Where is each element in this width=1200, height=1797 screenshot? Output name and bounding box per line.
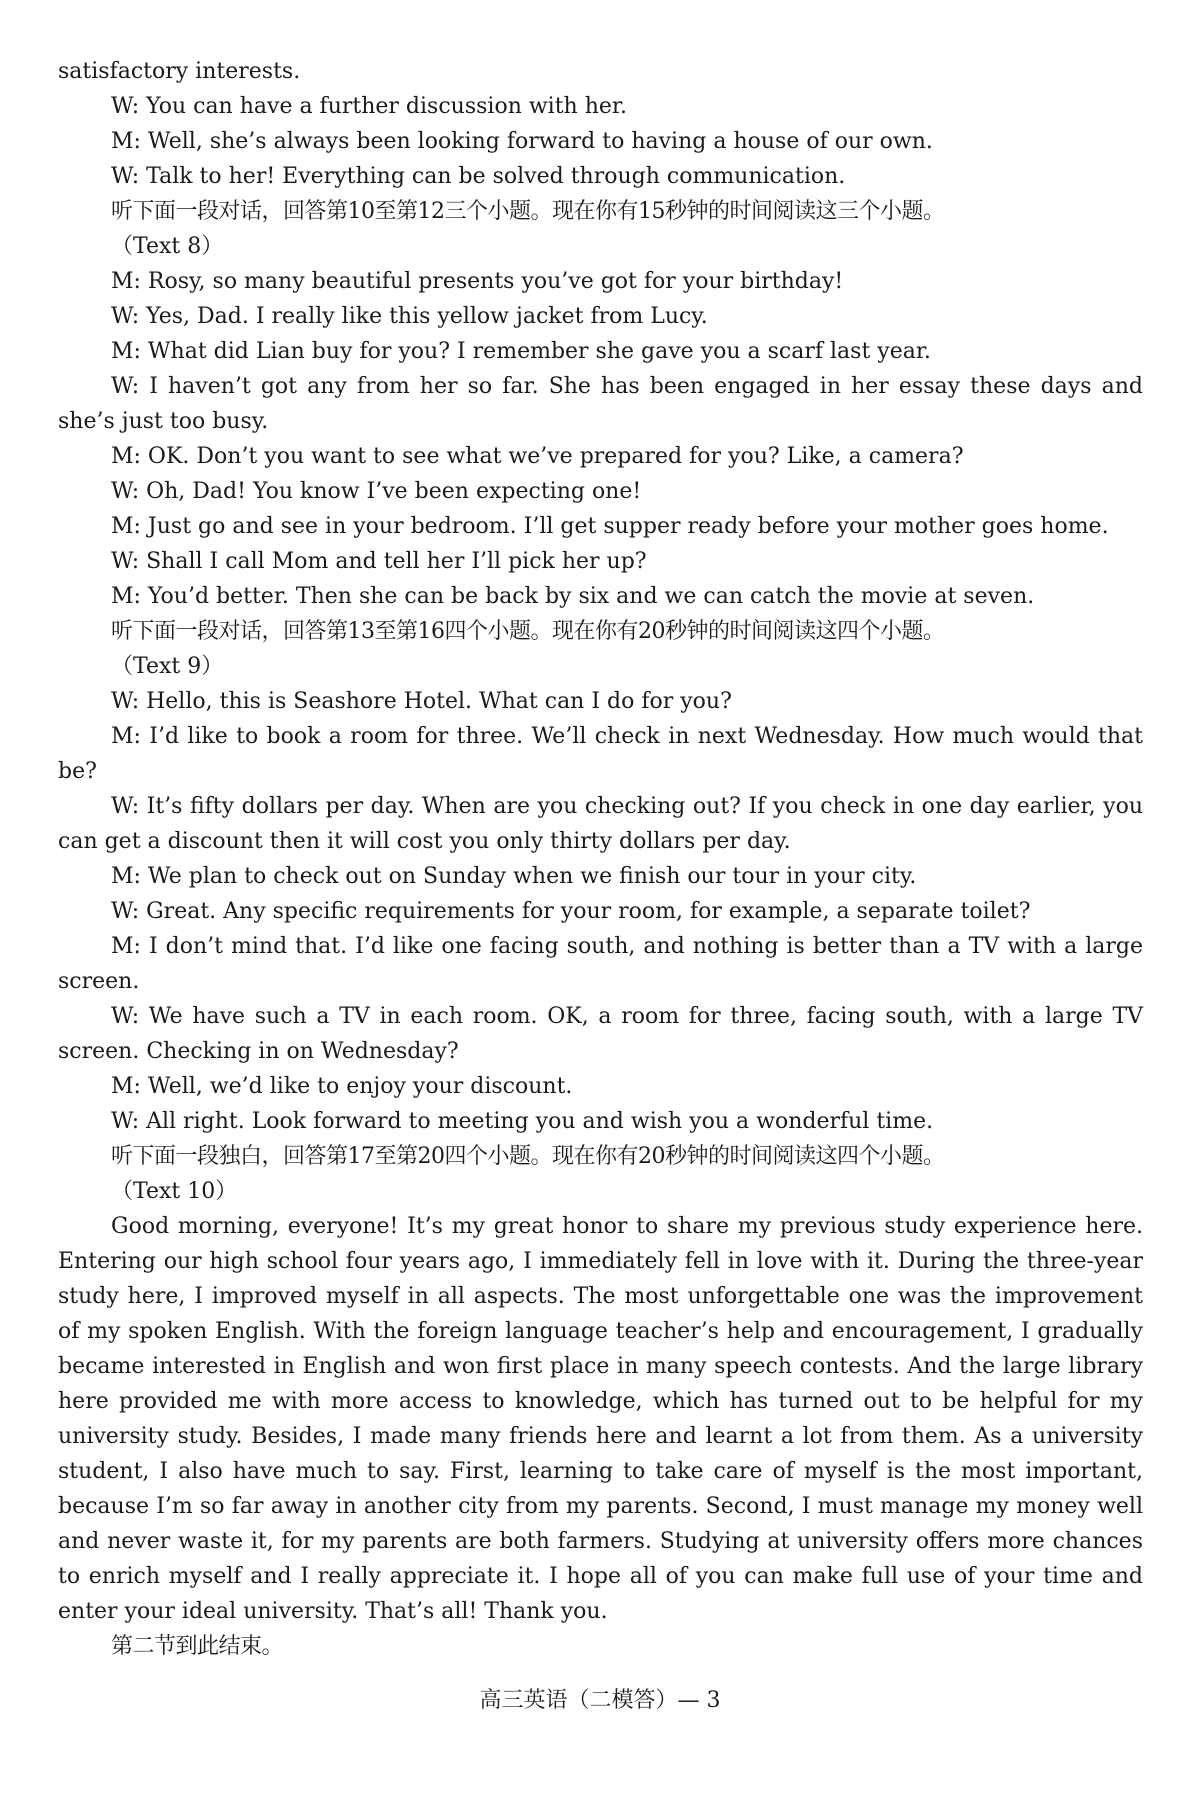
dialogue-line: W: All right. Look forward to meeting you and wish you a wonderful time.	[111, 1109, 934, 1134]
dialogue-line: M: Well, we’d like to enjoy your discount.	[111, 1074, 573, 1099]
text-line: satisfactory interests.	[58, 59, 301, 84]
instruction-line: 听下面一段对话，回答第13至第16四个小题。现在你有20秒钟的时间阅读这四个小题。	[111, 619, 945, 644]
dialogue-line: M: What did Lian buy for you? I remember she gave you a scarf last year.	[111, 339, 931, 364]
dialogue-line: W: Hello, this is Seashore Hotel. What can I do for you?	[111, 689, 732, 714]
dialogue-line: M: Rosy, so many beautiful presents you’ve got for your birthday!	[111, 269, 844, 294]
text-heading: （Text 9）	[111, 654, 224, 679]
monologue-paragraph: Good morning, everyone! It’s my great honor to share my previous study experience here. Entering our high school four years ago, I immediately fell in love with it. During the three-year study here, I improved myself in all aspects. The most unforgettable one was the improvement of my spoken English. With the foreign language teacher’s help and encouragement, I gradually became interested in English and won first place in many speech contests. And the large library here provided me with more access to knowledge, which has turned out to be helpful for my university study. Besides, I made many friends here and learnt a lot from them. As a university student, I also have much to say. First, learning to take care of myself is the most important, because I’m so far away in another city from my parents. Second, I must manage my money well and never waste it, for my parents are both farmers. Studying at university offers more chances to enrich myself and I really appreciate it. I hope all of you can make full use of your time and enter your ideal university. That’s all! Thank you.	[58, 1214, 1143, 1624]
dialogue-line: W: You can have a further discussion with her.	[111, 94, 628, 119]
dialogue-line: W: Shall I call Mom and tell her I’ll pick her up?	[111, 549, 647, 574]
instruction-line: 听下面一段独白，回答第17至第20四个小题。现在你有20秒钟的时间阅读这四个小题。	[111, 1144, 945, 1169]
dialogue-line: W: We have such a TV in each room. OK, a room for three, facing south, with a large TV screen. Checking in on Wednesday?	[58, 1004, 1143, 1064]
dialogue-line: M: You’d better. Then she can be back by six and we can catch the movie at seven.	[111, 584, 1035, 609]
dialogue-line: W: Talk to her! Everything can be solved through communication.	[111, 164, 846, 189]
dialogue-line: W: Great. Any specific requirements for your room, for example, a separate toilet?	[111, 899, 1031, 924]
dialogue-line: W: Oh, Dad! You know I’ve been expecting one!	[111, 479, 642, 504]
dialogue-line: M: We plan to check out on Sunday when we finish our tour in your city.	[111, 864, 917, 889]
text-heading: （Text 8）	[111, 234, 224, 259]
dialogue-line: W: It’s fifty dollars per day. When are you checking out? If you check in one day earlier, you can get a discount then it will cost you only thirty dollars per day.	[58, 794, 1143, 854]
dialogue-line: W: I haven’t got any from her so far. She has been engaged in her essay these days and she’s just too busy.	[58, 374, 1143, 434]
dialogue-line: M: Just go and see in your bedroom. I’ll get supper ready before your mother goes home.	[111, 514, 1109, 539]
transcript-page	[58, 54, 1143, 1664]
dialogue-line: M: I don’t mind that. I’d like one facing south, and nothing is better than a TV with a large screen.	[58, 934, 1143, 994]
dialogue-line: W: Yes, Dad. I really like this yellow jacket from Lucy.	[111, 304, 708, 329]
text-heading: （Text 10）	[111, 1179, 238, 1204]
dialogue-line: M: Well, she’s always been looking forward to having a house of our own.	[111, 129, 933, 154]
section-end-line: 第二节到此结束。	[111, 1634, 284, 1659]
dialogue-line: M: OK. Don’t you want to see what we’ve prepared for you? Like, a camera?	[111, 444, 964, 469]
dialogue-line: M: I’d like to book a room for three. We’ll check in next Wednesday. How much would that be?	[58, 724, 1143, 784]
page-footer: 高三英语（二模答）— 3	[479, 1688, 721, 1713]
instruction-line: 听下面一段对话，回答第10至第12三个小题。现在你有15秒钟的时间阅读这三个小题。	[111, 199, 945, 224]
